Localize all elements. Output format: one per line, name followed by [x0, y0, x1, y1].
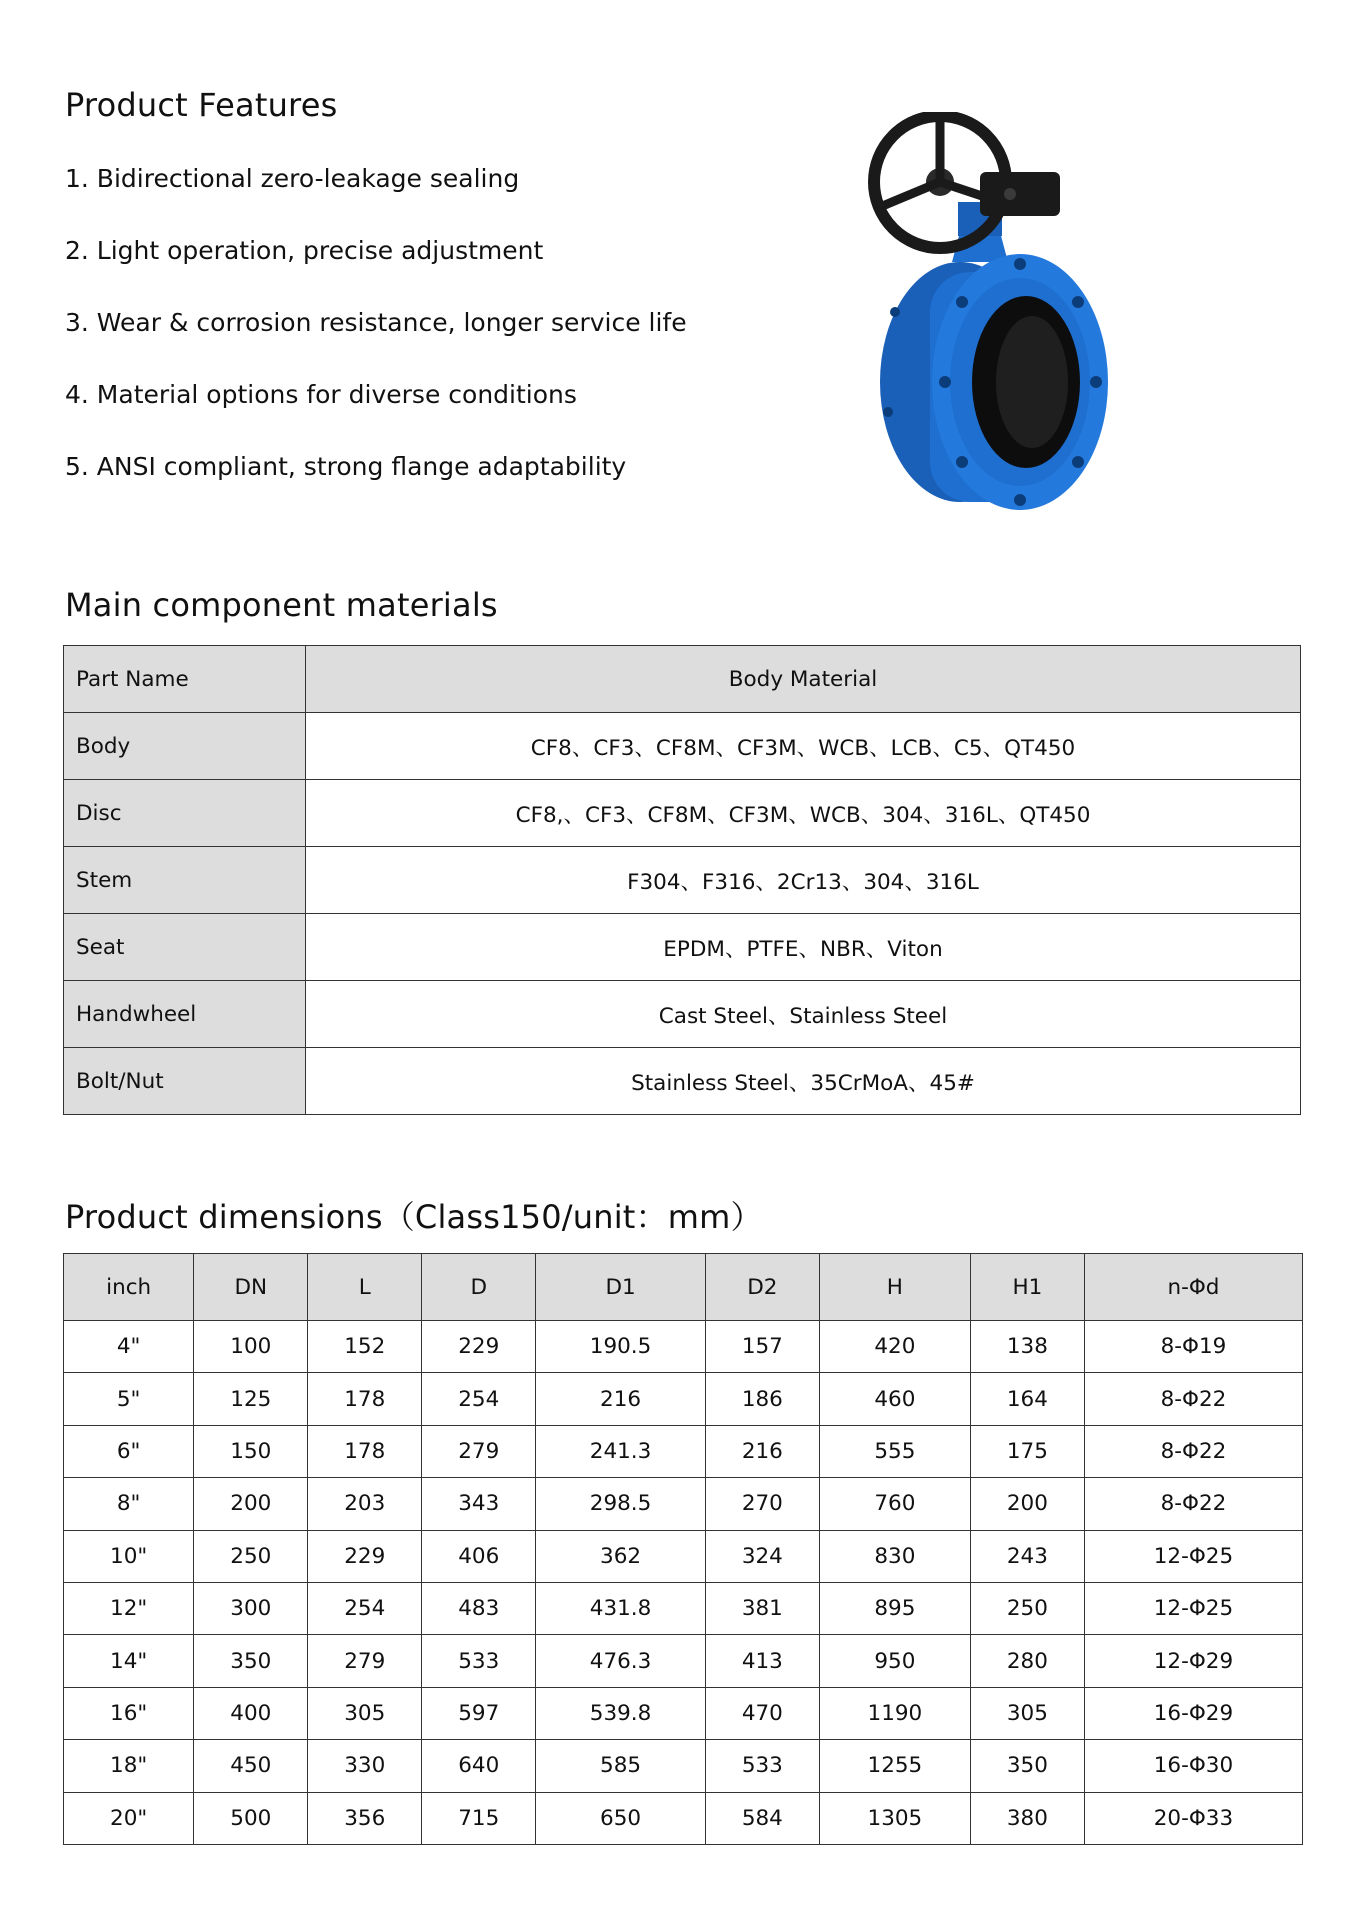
feature-item: 3. Wear & corrosion resistance, longer service life [65, 308, 687, 337]
table-cell: 4" [64, 1321, 194, 1373]
table-cell: 8-Φ22 [1084, 1425, 1302, 1477]
column-header: D2 [705, 1254, 819, 1321]
table-cell: 350 [970, 1740, 1084, 1792]
table-row [64, 1530, 1303, 1582]
table-row [64, 1582, 1303, 1634]
table-row [64, 1321, 1303, 1373]
table-row [64, 1687, 1303, 1739]
table-cell: 343 [422, 1478, 536, 1530]
table-cell: 280 [970, 1635, 1084, 1687]
butterfly-valve-icon [850, 112, 1110, 512]
table-cell: 250 [194, 1530, 308, 1582]
table-cell: 203 [308, 1478, 422, 1530]
body-material: CF8,、CF3、CF8M、CF3M、WCB、304、316L、QT450 [306, 780, 1301, 847]
feature-item: 1. Bidirectional zero-leakage sealing [65, 164, 520, 193]
table-cell: 420 [819, 1321, 970, 1373]
table-cell: 200 [194, 1478, 308, 1530]
table-cell: 650 [536, 1792, 706, 1844]
table-cell: 270 [705, 1478, 819, 1530]
table-cell: 431.8 [536, 1582, 706, 1634]
table-cell: 330 [308, 1740, 422, 1792]
table-row [64, 1792, 1303, 1844]
table-cell: 12-Φ25 [1084, 1582, 1302, 1634]
column-header: D1 [536, 1254, 706, 1321]
dimensions-title: Product dimensions（Class150/unit：mm） [65, 1198, 763, 1236]
part-name: Stem [64, 847, 306, 914]
column-header: inch [64, 1254, 194, 1321]
table-cell: 16-Φ29 [1084, 1687, 1302, 1739]
table-cell: 16-Φ30 [1084, 1740, 1302, 1792]
table-cell: 950 [819, 1635, 970, 1687]
table-row [64, 1478, 1303, 1530]
table-cell: 8-Φ19 [1084, 1321, 1302, 1373]
table-cell: 381 [705, 1582, 819, 1634]
table-row [64, 981, 1301, 1048]
table-cell: 229 [308, 1530, 422, 1582]
column-header: H1 [970, 1254, 1084, 1321]
feature-item: 2. Light operation, precise adjustment [65, 236, 544, 265]
table-cell: 350 [194, 1635, 308, 1687]
column-header: n-Φd [1084, 1254, 1302, 1321]
materials-title: Main component materials [65, 586, 498, 624]
table-row [64, 1635, 1303, 1687]
table-cell: 254 [422, 1373, 536, 1425]
features-title: Product Features [65, 86, 338, 124]
feature-item: 5. ANSI compliant, strong flange adaptability [65, 452, 627, 481]
table-cell: 8" [64, 1478, 194, 1530]
table-cell: 243 [970, 1530, 1084, 1582]
table-cell: 1255 [819, 1740, 970, 1792]
table-cell: 830 [819, 1530, 970, 1582]
table-cell: 533 [422, 1635, 536, 1687]
table-cell: 5" [64, 1373, 194, 1425]
table-cell: 476.3 [536, 1635, 706, 1687]
table-cell: 254 [308, 1582, 422, 1634]
part-name: Disc [64, 780, 306, 847]
table-cell: 895 [819, 1582, 970, 1634]
table-header-row [64, 646, 1301, 713]
table-cell: 1190 [819, 1687, 970, 1739]
table-row [64, 1425, 1303, 1477]
table-row [64, 914, 1301, 981]
table-cell: 413 [705, 1635, 819, 1687]
table-cell: 279 [308, 1635, 422, 1687]
table-cell: 1305 [819, 1792, 970, 1844]
table-cell: 585 [536, 1740, 706, 1792]
header-part-name: Part Name [64, 646, 306, 713]
part-name: Body [64, 713, 306, 780]
table-cell: 12" [64, 1582, 194, 1634]
table-cell: 305 [308, 1687, 422, 1739]
table-cell: 470 [705, 1687, 819, 1739]
table-cell: 460 [819, 1373, 970, 1425]
table-cell: 380 [970, 1792, 1084, 1844]
column-header: H [819, 1254, 970, 1321]
part-name: Handwheel [64, 981, 306, 1048]
table-cell: 200 [970, 1478, 1084, 1530]
table-row [64, 847, 1301, 914]
table-cell: 229 [422, 1321, 536, 1373]
table-cell: 8-Φ22 [1084, 1373, 1302, 1425]
table-cell: 500 [194, 1792, 308, 1844]
table-cell: 298.5 [536, 1478, 706, 1530]
table-cell: 241.3 [536, 1425, 706, 1477]
table-cell: 356 [308, 1792, 422, 1844]
header-body-material: Body Material [306, 646, 1301, 713]
table-cell: 18" [64, 1740, 194, 1792]
feature-item: 4. Material options for diverse conditions [65, 380, 577, 409]
column-header: DN [194, 1254, 308, 1321]
table-cell: 190.5 [536, 1321, 706, 1373]
table-cell: 483 [422, 1582, 536, 1634]
dimensions-table [63, 1253, 1303, 1845]
table-cell: 584 [705, 1792, 819, 1844]
table-cell: 324 [705, 1530, 819, 1582]
table-cell: 157 [705, 1321, 819, 1373]
table-cell: 20" [64, 1792, 194, 1844]
table-cell: 186 [705, 1373, 819, 1425]
column-header: L [308, 1254, 422, 1321]
table-row [64, 1048, 1301, 1115]
table-cell: 10" [64, 1530, 194, 1582]
table-cell: 555 [819, 1425, 970, 1477]
table-cell: 406 [422, 1530, 536, 1582]
table-cell: 640 [422, 1740, 536, 1792]
table-cell: 125 [194, 1373, 308, 1425]
table-cell: 216 [536, 1373, 706, 1425]
table-cell: 138 [970, 1321, 1084, 1373]
body-material: Cast Steel、Stainless Steel [306, 981, 1301, 1048]
table-cell: 12-Φ29 [1084, 1635, 1302, 1687]
features-list [65, 158, 687, 518]
table-cell: 6" [64, 1425, 194, 1477]
table-cell: 100 [194, 1321, 308, 1373]
table-cell: 760 [819, 1478, 970, 1530]
table-cell: 715 [422, 1792, 536, 1844]
table-cell: 279 [422, 1425, 536, 1477]
column-header: D [422, 1254, 536, 1321]
table-cell: 14" [64, 1635, 194, 1687]
table-cell: 250 [970, 1582, 1084, 1634]
table-cell: 305 [970, 1687, 1084, 1739]
table-cell: 300 [194, 1582, 308, 1634]
table-cell: 175 [970, 1425, 1084, 1477]
table-cell: 164 [970, 1373, 1084, 1425]
part-name: Seat [64, 914, 306, 981]
table-cell: 362 [536, 1530, 706, 1582]
table-cell: 450 [194, 1740, 308, 1792]
part-name: Bolt/Nut [64, 1048, 306, 1115]
table-row [64, 1740, 1303, 1792]
table-cell: 178 [308, 1373, 422, 1425]
table-cell: 16" [64, 1687, 194, 1739]
table-row [64, 780, 1301, 847]
table-cell: 400 [194, 1687, 308, 1739]
table-cell: 152 [308, 1321, 422, 1373]
table-cell: 150 [194, 1425, 308, 1477]
table-cell: 533 [705, 1740, 819, 1792]
table-cell: 12-Φ25 [1084, 1530, 1302, 1582]
materials-table [63, 645, 1301, 1115]
table-cell: 216 [705, 1425, 819, 1477]
body-material: Stainless Steel、35CrMoA、45# [306, 1048, 1301, 1115]
table-row [64, 1373, 1303, 1425]
body-material: CF8、CF3、CF8M、CF3M、WCB、LCB、C5、QT450 [306, 713, 1301, 780]
table-cell: 597 [422, 1687, 536, 1739]
table-row [64, 713, 1301, 780]
body-material: EPDM、PTFE、NBR、Viton [306, 914, 1301, 981]
table-cell: 8-Φ22 [1084, 1478, 1302, 1530]
table-header-row [64, 1254, 1303, 1321]
table-cell: 539.8 [536, 1687, 706, 1739]
body-material: F304、F316、2Cr13、304、316L [306, 847, 1301, 914]
table-cell: 20-Φ33 [1084, 1792, 1302, 1844]
table-cell: 178 [308, 1425, 422, 1477]
